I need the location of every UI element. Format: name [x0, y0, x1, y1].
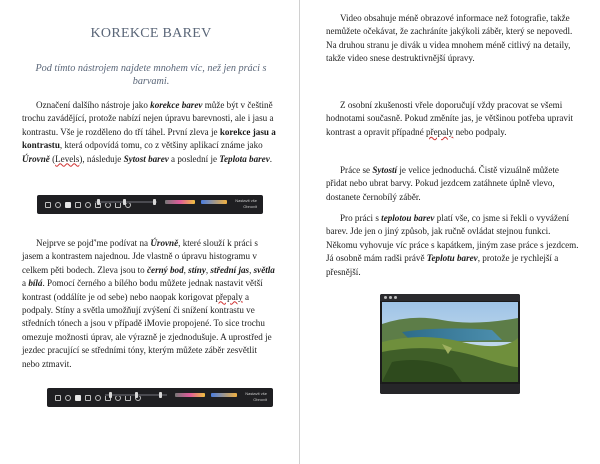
stabilize-icon: [85, 395, 91, 401]
volume-icon: [85, 202, 91, 208]
landscape-screenshot: [380, 294, 520, 394]
levels-knob-black: [109, 392, 112, 398]
stabilize-icon: [75, 202, 81, 208]
color-correction-icon: [75, 395, 81, 401]
left-paragraph-1: Označení dalšího nástroje jako korekce barev může být v češtině trochu zavádějící, protože nabízí nejen úpravu barevnosti, ale i jasu a kontrastu. Vše je rozděleno do tří táhel. První zleva je korekce jasu a kontrastu, která odpovídá tomu, co z většiny aplikací známe jako Úrovně (Levels), následuje Sytost barev a poslední je Teplota barev.: [22, 100, 276, 164]
left-page: [0, 0, 299, 464]
crop-icon: [55, 395, 61, 401]
restore-label: Obnovit: [253, 397, 267, 402]
left-paragraph-2: Nejprve se pojď'me podívat na Úrovně, které slouží k práci s jasem a kontrastem najednou. Jde vlastně o úpravu histogramu v celkem pěti bodech. Zleva jsou to černý bod, stíny, střední jas, světla a bílá. Pomocí černého a bílého bodu můžete jednak nastavit větší kontrast (oddálíte je od sebe) nebo naopak korigovat přepaly a podpaly. Stíny a světla umožňují zvýšení či snížení kontrastu ve středních tónech a jsou v případě iMovie propojené. To sice trochu omezuje možnosti úprav, ale výrazně je zjednodušuje. A uprostřed je jezdec pracující se středními tóny, kterým můžete záběr zesvětlit nebo ztmavit.: [22, 238, 275, 369]
levels-knob-white: [153, 199, 156, 205]
color-correction-toolbar-image-2: [47, 388, 273, 407]
crater-lake-illustration: [382, 302, 518, 382]
temperature-slider: [201, 200, 227, 204]
restore-label: Obnovit: [243, 204, 257, 209]
levels-slider: [95, 201, 157, 203]
right-paragraph-1: Video obsahuje méně obrazové informace než fotografie, takže nemůžete očekávat, že zachráníte jakýkoli záběr, který se nepovedl. Na druhou stranu je divák u videa mnohem méně citlivý na detaily, takže video snese destruktivnější úpravy.: [326, 13, 573, 64]
levels-knob-white: [159, 392, 162, 398]
levels-knob-mid: [123, 199, 126, 205]
page-subtitle: Pod tímto nástrojem najdete mnohem víc, než jen práci s barvami.: [35, 63, 267, 87]
levels-knob-mid: [135, 392, 138, 398]
levels-knob-black: [97, 199, 100, 205]
balance-icon: [65, 395, 71, 401]
window-dot-icon: [389, 296, 392, 299]
volume-icon: [95, 395, 101, 401]
window-dot-icon: [394, 296, 397, 299]
right-paragraph-4: Pro práci s teplotou barev platí vše, co jsme si řekli o vyvážení barev. Jde jen o jiný způsob, jak ručně ovládat stejnou funkci. Někomu vyhovuje víc práce s kapátkem, jiným zase práce s jezdcem. Já osobně mám radši právě Teplotu barev, protože je rychlejší a přesnější.: [326, 213, 579, 277]
reset-all-label: Nastavit vše: [245, 391, 267, 396]
saturation-slider: [165, 200, 195, 204]
crop-icon: [45, 202, 51, 208]
color-correction-toolbar-image-1: [37, 195, 263, 214]
window-dot-icon: [384, 296, 387, 299]
saturation-slider: [175, 393, 205, 397]
color-correction-icon: [65, 202, 71, 208]
page-title: KOREKCE BAREV: [90, 26, 212, 41]
toolbar-right-labels: [235, 198, 257, 210]
screenshot-footer: [380, 384, 520, 394]
toolbar-right-labels: [245, 391, 267, 403]
balance-icon: [55, 202, 61, 208]
temperature-slider: [211, 393, 237, 397]
right-paragraph-2: Z osobní zkušenosti vřele doporučují vždy pracovat se všemi hodnotami současně. Pokud změníte jas, je většinou potřeba upravit kontrast a opravit případné přepaly nebo podpaly.: [326, 100, 573, 137]
landscape-photo: [382, 302, 518, 382]
screenshot-titlebar: [380, 294, 520, 301]
reset-all-label: Nastavit vše: [235, 198, 257, 203]
right-paragraph-3: Práce se Sytostí je velice jednoduchá. Čistě vizuálně můžete přidat nebo ubrat barvy. Pokud jezdcem zatáhnete úplně vlevo, dostanete černobílý záběr.: [326, 165, 559, 202]
